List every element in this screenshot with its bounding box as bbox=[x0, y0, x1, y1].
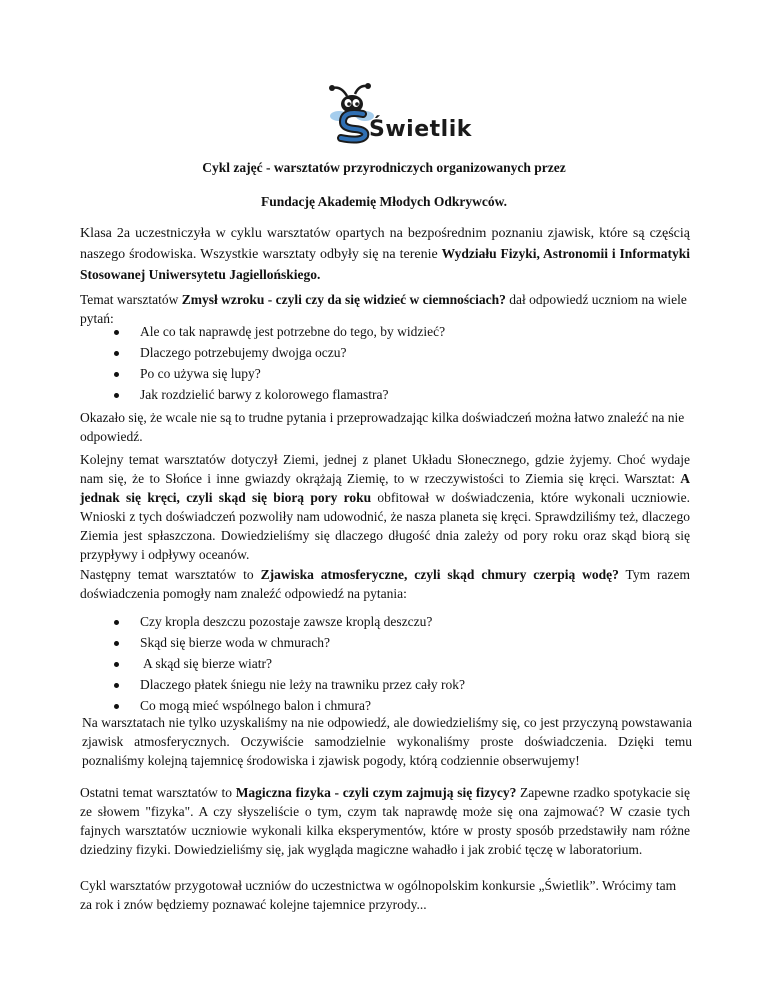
list-item: Dlaczego potrzebujemy dwojga oczu? bbox=[111, 342, 445, 363]
topic3-suffix: Tym razem doświadczenia pomogły nam znaleźć odpowiedź na pytania: bbox=[80, 567, 690, 601]
heading-line-2: Fundację Akademię Młodych Odkrywców. bbox=[260, 194, 507, 209]
list-item: A skąd się bierze wiatr? bbox=[111, 653, 465, 674]
list-item: Dlaczego płatek śniegu nie leży na trawniku przez cały rok? bbox=[111, 674, 465, 695]
topic1-question-list bbox=[111, 321, 445, 405]
logo-wordmark: Świetlik bbox=[369, 117, 472, 142]
topic4-title: Magiczna fizyka - czyli czym zajmują się fizycy? bbox=[235, 785, 517, 800]
topic2-prefix: Kolejny temat warsztatów dotyczył Ziemi, jednej z planet Układu Słonecznego, gdzie żyjemy. Choć wydaje nam się, że to Słońce i inne gwiazdy okrążają Ziemię, to w rzeczywistości to Ziemia się kręci. Warsztat: bbox=[80, 452, 690, 486]
list-item: Jak rozdzielić barwy z kolorowego flamastra? bbox=[111, 384, 445, 405]
topic4-suffix: Zapewne rzadko spotykacie się ze słowem "fizyka". A czy słyszeliście o tym, czym tak naprawdę może się ona zajmować? W czasie tych fajnych warsztatów uczniowie wykonali kilka eksperymentów, które w prosty sposób przedstawiły nam różne dziedziny fizyki. Dowiedzieliśmy się, jak wygląda magiczne wahadło i jak zrobić tęczę w laboratorium. bbox=[80, 785, 691, 857]
heading-line-1: Cykl zajęć - warsztatów przyrodniczych organizowanych przez bbox=[202, 160, 566, 175]
topic3-paragraph bbox=[80, 565, 690, 603]
intro-paragraph bbox=[80, 224, 690, 286]
topic4-prefix: Ostatni temat warsztatów to bbox=[80, 785, 236, 800]
topic2-title: A jednak się kręci, czyli skąd się biorą pory roku bbox=[80, 471, 690, 505]
topic3-title: Zjawiska atmosferyczne, czyli skąd chmury czerpią wodę? bbox=[260, 567, 619, 582]
topic3-question-list bbox=[111, 611, 465, 716]
list-item: Czy kropla deszczu pozostaje zawsze kroplą deszczu? bbox=[111, 611, 465, 632]
topic1-title: Zmysł wzroku - czyli czy da się widzieć w ciemnościach? bbox=[181, 292, 506, 307]
topic4-paragraph bbox=[80, 783, 690, 859]
topic1-conclusion: Okazało się, że wcale nie są to trudne pytania i przeprowadzając kilka doświadczeń można łatwo znaleźć na nie odpowiedź. bbox=[80, 410, 685, 444]
topic2-paragraph bbox=[80, 450, 690, 564]
topic3-prefix: Następny temat warsztatów to bbox=[80, 567, 261, 582]
list-item: Co mogą mieć wspólnego balon i chmura? bbox=[111, 695, 465, 716]
intro-text: Klasa 2a uczestniczyła w cyklu warsztatów opartych na bezpośrednim poznaniu zjawisk, które są częścią naszego środowiska. Wszystkie warsztaty odbyły się na terenie bbox=[80, 226, 690, 262]
topic1-suffix: dał odpowiedź uczniom na wiele pytań: bbox=[80, 292, 687, 326]
topic2-suffix: obfitował w doświadczenia, które wykonali uczniowie. Wnioski z tych doświadczeń pozwoliły nam udowodnić, że nasza planeta się kręci. Sprawdziliśmy też, dlaczego Ziemia jest spłaszczona. Dowiedzieliśmy się dlaczego długość dnia zależy od pory roku oraz skąd biorą się przypływy i odpływy oceanów. bbox=[80, 490, 690, 562]
swietlik-logo bbox=[325, 84, 472, 146]
list-item: Skąd się bierze woda w chmurach? bbox=[111, 632, 465, 653]
list-item: Ale co tak naprawdę jest potrzebne do tego, by widzieć? bbox=[111, 321, 445, 342]
topic1-prefix: Temat warsztatów bbox=[80, 292, 182, 307]
topic3-conclusion: Na warsztatach nie tylko uzyskaliśmy na nie odpowiedź, ale dowiedzieliśmy się, co jest przyczyną powstawania zjawisk atmosferycznych. Oczywiście samodzielnie wykonaliśmy proste doświadczenia. Dzięki temu poznaliśmy kolejną tajemnicę środowiska i zjawisk pogody, którą codziennie obserwujemy! bbox=[82, 715, 692, 768]
intro-faculty: Wydziału Fizyki, Astronomii i Informatyki Stosowanej Uniwersytetu Jagiellońskiego. bbox=[80, 246, 690, 282]
closing-paragraph: Cykl warsztatów przygotował uczniów do uczestnictwa w ogólnopolskim konkursie „Świetlik”. Wrócimy tam za rok i znów będziemy poznawać kolejne tajemnice przyrody... bbox=[80, 878, 677, 912]
list-item: Po co używa się lupy? bbox=[111, 363, 445, 384]
